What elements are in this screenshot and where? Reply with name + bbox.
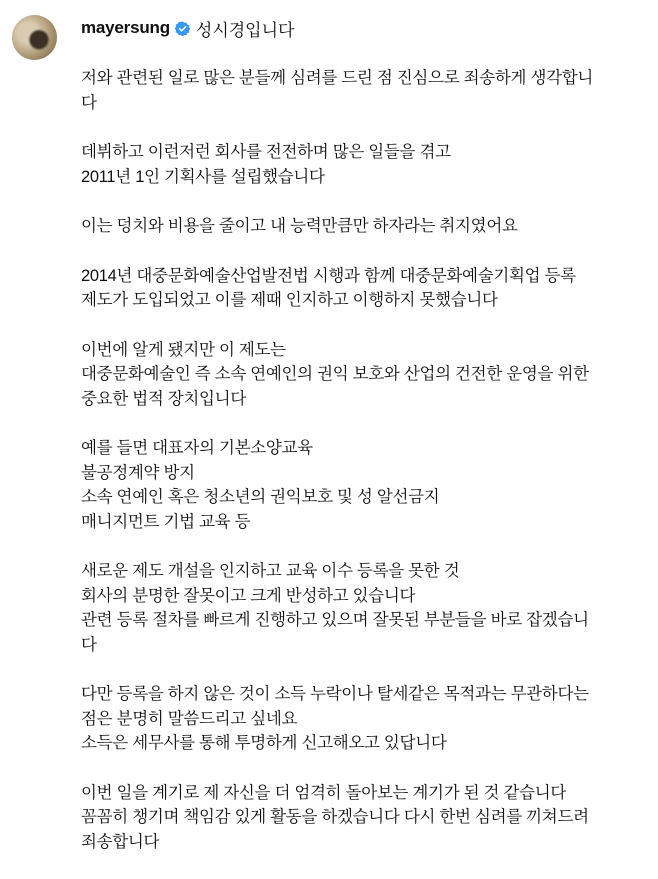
caption-paragraph bbox=[81, 559, 651, 657]
username-link[interactable]: mayersung bbox=[81, 18, 170, 37]
post-caption bbox=[81, 66, 651, 879]
caption-paragraph bbox=[81, 66, 651, 115]
caption-line: 다만 등록을 하지 않은 것이 소득 누락이나 탈세같은 목적과는 무관하다는 bbox=[81, 685, 589, 703]
caption-line: 다 bbox=[81, 93, 97, 112]
post-header bbox=[81, 16, 294, 40]
caption-line: 관련 등록 절차를 빠르게 진행하고 있으며 잘못된 부분들을 바로 잡겠습니 bbox=[81, 611, 589, 629]
caption-line: 다 bbox=[81, 635, 97, 654]
caption-line: 2014년 대중문화예술산업발전법 시행과 함께 대중문화예술기획업 등록 bbox=[81, 266, 576, 285]
caption-title: 성시경입니다 bbox=[195, 20, 295, 40]
verified-badge-icon bbox=[175, 21, 190, 36]
caption-paragraph bbox=[81, 781, 651, 855]
caption-paragraph bbox=[81, 436, 651, 534]
profile-avatar[interactable] bbox=[12, 15, 57, 60]
caption-paragraph bbox=[81, 338, 651, 412]
caption-line: 데뷔하고 이런저런 회사를 전전하며 많은 일들을 겪고 bbox=[81, 143, 451, 161]
caption-line: 이번에 알게 됐지만 이 제도는 bbox=[81, 340, 286, 359]
caption-line: 중요한 법적 장치입니다 bbox=[81, 389, 246, 408]
caption-paragraph bbox=[81, 682, 651, 756]
caption-line: 제도가 도입되었고 이를 제때 인지하고 이행하지 못했습니다 bbox=[81, 291, 498, 309]
caption-line: 2011년 1인 기획사를 설립했습니다 bbox=[81, 167, 325, 186]
caption-line: 죄송합니다 bbox=[81, 832, 160, 851]
caption-paragraph bbox=[81, 264, 651, 313]
caption-line: 새로운 제도 개설을 인지하고 교육 이수 등록을 못한 것 bbox=[81, 562, 460, 580]
caption-line: 불공정계약 방지 bbox=[81, 463, 195, 482]
caption-paragraph bbox=[81, 140, 651, 189]
caption-line: 회사의 분명한 잘못이고 크게 반성하고 있습니다 bbox=[81, 586, 416, 605]
caption-paragraph bbox=[81, 214, 651, 239]
caption-line: 이는 덩치와 비용을 줄이고 내 능력만큼만 하자라는 취지였어요 bbox=[81, 217, 518, 235]
caption-line: 매니지먼트 기법 교육 등 bbox=[81, 512, 251, 531]
caption-line: 이번 일을 계기로 제 자신을 더 엄격히 돌아보는 계기가 된 것 같습니다 bbox=[81, 783, 567, 802]
caption-line: 소득은 세무사를 통해 투명하게 신고해오고 있답니다 bbox=[81, 734, 447, 752]
caption-line: 대중문화예술인 즉 소속 연예인의 권익 보호와 산업의 건전한 운영을 위한 bbox=[81, 365, 589, 383]
caption-line: 예를 들면 대표자의 기본소양교육 bbox=[81, 439, 313, 457]
caption-line: 꼼꼼히 챙기며 책임감 있게 활동을 하겠습니다 다시 한번 심려를 끼쳐드려 bbox=[81, 808, 589, 826]
caption-line: 점은 분명히 말씀드리고 싶네요 bbox=[81, 709, 298, 728]
caption-line: 저와 관련된 일로 많은 분들께 심려를 드린 점 진심으로 죄송하게 생각합니 bbox=[81, 69, 594, 87]
caption-line: 소속 연예인 혹은 청소년의 권익보호 및 성 알선금지 bbox=[81, 488, 440, 506]
